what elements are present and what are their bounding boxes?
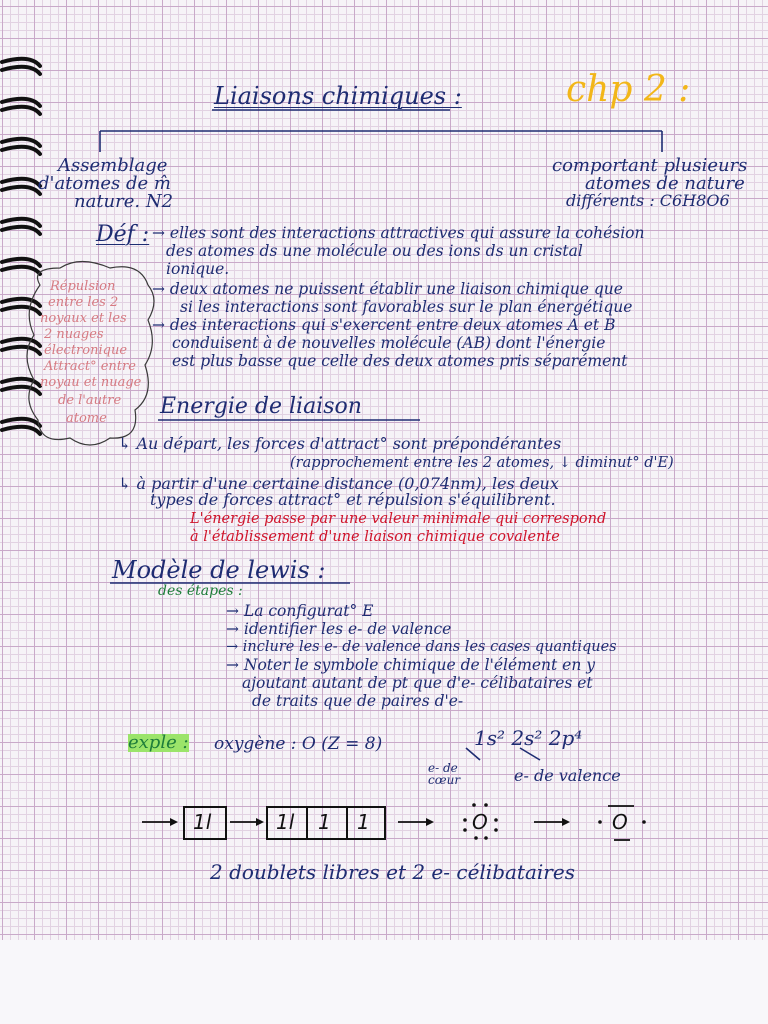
lewis-step: → La configurat° E xyxy=(226,602,374,620)
steps-label: des étapes : xyxy=(158,583,243,599)
lewis-bar-symbol: O xyxy=(612,810,628,834)
lewis-step: → identifier les e- de valence xyxy=(226,620,452,638)
sidenote-line: noyaux et les xyxy=(40,311,127,326)
box-2s-electrons: 1l xyxy=(276,810,295,834)
page-bottom-margin xyxy=(0,940,768,1024)
definition-line: → deux atomes ne puissent établir une liaison chimique que xyxy=(152,280,623,298)
left-branch-line: Assemblage xyxy=(58,155,168,176)
box-2p-electron: 1 xyxy=(318,810,331,834)
sidenote-line: Attract° entre xyxy=(44,359,136,374)
sidenote-line: noyau et nuage xyxy=(40,375,142,390)
sidenote-line: Répulsion xyxy=(50,279,116,294)
energy-conclusion-line: à l'établissement d'une liaison chimique covalente xyxy=(190,529,560,545)
definition-line: si les interactions sont favorables sur le plan énergétique xyxy=(180,298,633,316)
definition-label: Déf : xyxy=(96,222,150,247)
definition-line: est plus basse que celle des deux atomes pris séparément xyxy=(172,352,628,370)
left-branch-line: d'atomes de m̂ xyxy=(38,173,171,194)
lewis-dot-symbol: O xyxy=(472,810,488,834)
right-branch-line: comportant plusieurs xyxy=(552,155,748,176)
example-label: exple : xyxy=(128,732,189,753)
example-conclusion: 2 doublets libres et 2 e- célibataires xyxy=(210,860,575,884)
sidenote-line: 2 nuages xyxy=(44,327,104,342)
lewis-step: → inclure les e- de valence dans les cases quantiques xyxy=(226,639,617,655)
definition-line: des atomes ds une molécule ou des ions ds un cristal xyxy=(166,242,583,260)
electron-config: 1s² 2s² 2p⁴ xyxy=(474,726,583,750)
box-2p-electron: 1 xyxy=(357,810,370,834)
energy-line: ↳ à partir d'une certaine distance (0,074nm), les deux xyxy=(118,474,559,493)
box-1s-electrons: 1l xyxy=(193,810,212,834)
sidenote-line: atome xyxy=(66,411,107,426)
right-branch-line: atomes de nature xyxy=(585,173,745,194)
right-branch-line: différents : C6H8O6 xyxy=(566,191,730,210)
core-electrons-label: e- de cœur xyxy=(428,761,461,787)
sidenote-line: entre les 2 xyxy=(48,295,119,310)
energy-line: (rapprochement entre les 2 atomes, ↓ diminut° d'E) xyxy=(290,455,674,471)
sidenote-line: de l'autre xyxy=(58,393,122,408)
page-title: Liaisons chimiques : xyxy=(214,82,462,110)
definition-line: conduisent à de nouvelles molécule (AB) dont l'énergie xyxy=(172,334,606,352)
chapter-label: chp 2 : xyxy=(566,69,691,110)
left-branch-line: nature. N2 xyxy=(74,191,174,212)
definition-line: → des interactions qui s'exercent entre deux atomes A et B xyxy=(152,316,616,334)
energy-line: types de forces attract° et répulsion s'équilibrent. xyxy=(150,490,556,509)
definition-line: ionique. xyxy=(166,260,230,278)
definition-line: → elles sont des interactions attractives qui assure la cohésion xyxy=(152,224,645,242)
energy-title: Energie de liaison xyxy=(160,394,362,419)
energy-conclusion-line: L'énergie passe par une valeur minimale qui correspond xyxy=(190,511,607,527)
valence-electrons-label: e- de valence xyxy=(514,766,621,785)
lewis-step: → Noter le symbole chimique de l'élément en y xyxy=(226,656,595,674)
lewis-step: ajoutant autant de pt que d'e- célibataires et xyxy=(242,674,593,692)
lewis-step: de traits que de paires d'e- xyxy=(252,692,464,710)
energy-line: ↳ Au départ, les forces d'attract° sont prépondérantes xyxy=(118,434,562,453)
example-text: oxygène : O (Z = 8) xyxy=(214,734,383,754)
sidenote-line: électronique xyxy=(44,343,128,358)
lewis-title: Modèle de lewis : xyxy=(112,556,326,584)
